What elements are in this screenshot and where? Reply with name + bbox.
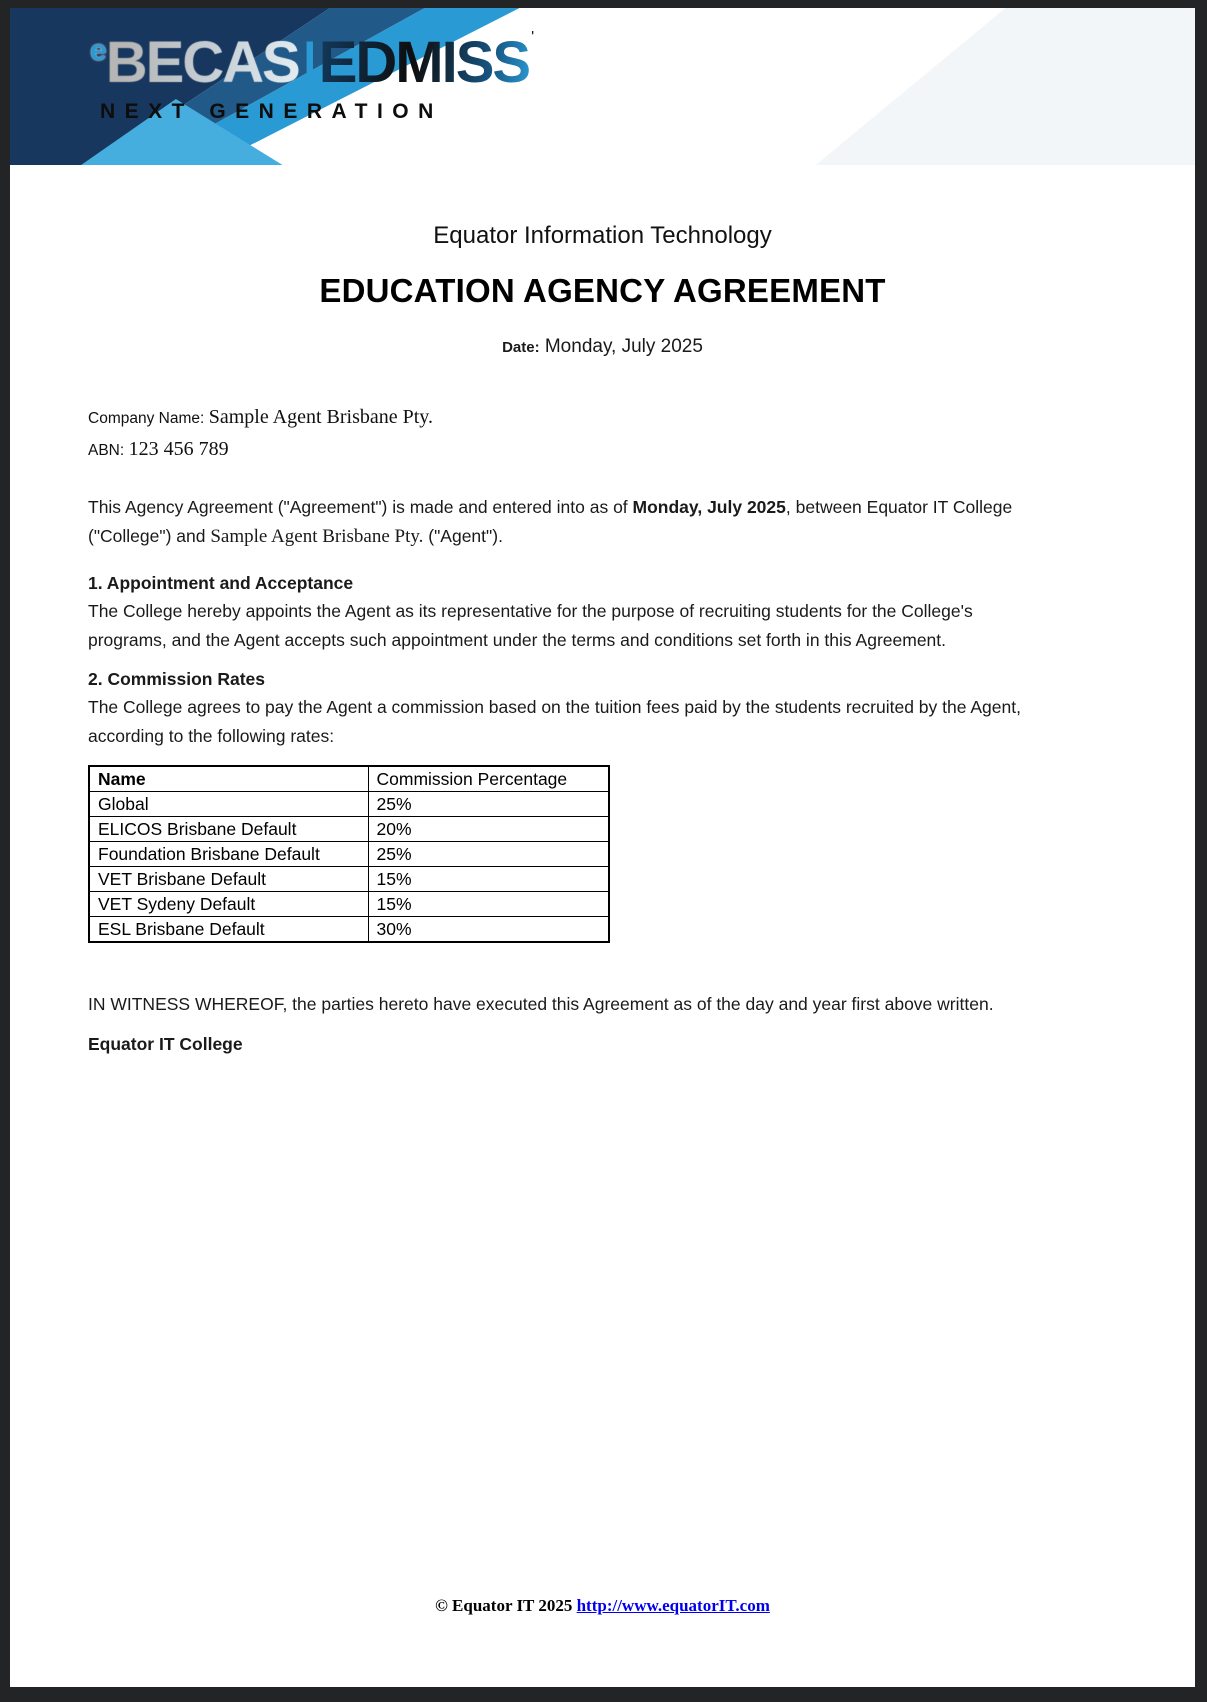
table-row [89, 892, 609, 917]
date-value: Monday, July 2025 [544, 336, 703, 357]
table-cell-percentage: 25% [368, 842, 609, 867]
document-page [10, 8, 1195, 1687]
abn-label: ABN: [88, 442, 125, 459]
table-cell-percentage: 15% [368, 892, 609, 917]
page-footer [10, 1596, 1195, 1616]
section1-heading: 1. Appointment and Acceptance [88, 573, 354, 593]
table-cell-percentage: 30% [368, 917, 609, 943]
table-cell-name: Global [89, 792, 368, 817]
ebecas-edmiss-logo [90, 30, 534, 124]
company-name-value: Sample Agent Brisbane Pty. [208, 406, 433, 428]
commission-rates-table [88, 765, 610, 943]
intro-date-bold: Monday, July 2025 [632, 497, 786, 517]
table-row [89, 792, 609, 817]
copyright-text: © Equator IT 2025 [435, 1596, 577, 1615]
signature-college-name: Equator IT College [88, 1034, 243, 1054]
table-cell-name: VET Sydeny Default [89, 892, 368, 917]
witness-paragraph: IN WITNESS WHEREOF, the parties hereto have executed this Agreement as of the day and year first above written. [88, 994, 994, 1014]
table-cell-name: Foundation Brisbane Default [89, 842, 368, 867]
intro-part2: , between Equator IT College ("College") and [88, 497, 1013, 546]
party-details [88, 402, 1117, 466]
table-cell-percentage: 15% [368, 867, 609, 892]
date-label: Date: [502, 339, 540, 356]
table-cell-name: VET Brisbane Default [89, 867, 368, 892]
logo-tagline: NEXT GENERATION [100, 100, 443, 123]
table-cell-name: ELICOS Brisbane Default [89, 817, 368, 842]
header-banner [10, 8, 1195, 165]
table-cell-name: ESL Brisbane Default [89, 917, 368, 943]
table-header-percentage: Commission Percentage [368, 766, 609, 792]
company-name-label: Company Name: [88, 410, 205, 427]
intro-agent-name: Sample Agent Brisbane Pty. [210, 526, 424, 547]
intro-paragraph [88, 493, 1030, 551]
document-content [10, 222, 1195, 1055]
logo-e-mark: e [90, 34, 106, 67]
table-row [89, 917, 609, 943]
logo-becas-text: BECAS [105, 30, 299, 95]
page-title: EDUCATION AGENCY AGREEMENT [319, 272, 886, 309]
logo-edmiss-text: EDMISS [318, 30, 530, 95]
table-row [89, 867, 609, 892]
footer-link[interactable]: http://www.equatorIT.com [576, 1596, 770, 1615]
table-row [89, 817, 609, 842]
table-header-row [89, 766, 609, 792]
table-row [89, 842, 609, 867]
section1-body: The College hereby appoints the Agent as its representative for the purpose of recruiting students for the College's programs, and the Agent accepts such appointment under the terms and conditions set forth in this Agreement. [88, 601, 973, 650]
intro-part3: ("Agent"). [423, 526, 503, 546]
section2-heading: 2. Commission Rates [88, 669, 265, 689]
company-heading: Equator Information Technology [433, 222, 772, 249]
section2-body: The College agrees to pay the Agent a commission based on the tuition fees paid by the students recruited by the Agent, according to the following rates: [88, 697, 1021, 746]
logo-tick-icon: ' [531, 29, 535, 46]
logo-separator: | [302, 33, 317, 89]
intro-part1: This Agency Agreement ("Agreement") is made and entered into as of [88, 497, 633, 517]
table-header-name: Name [89, 766, 368, 792]
abn-line [88, 434, 1117, 466]
date-line [88, 336, 1117, 358]
table-cell-percentage: 20% [368, 817, 609, 842]
abn-value: 123 456 789 [128, 438, 229, 460]
company-name-line [88, 402, 1117, 434]
logo-wordmark [90, 29, 535, 95]
table-cell-percentage: 25% [368, 792, 609, 817]
